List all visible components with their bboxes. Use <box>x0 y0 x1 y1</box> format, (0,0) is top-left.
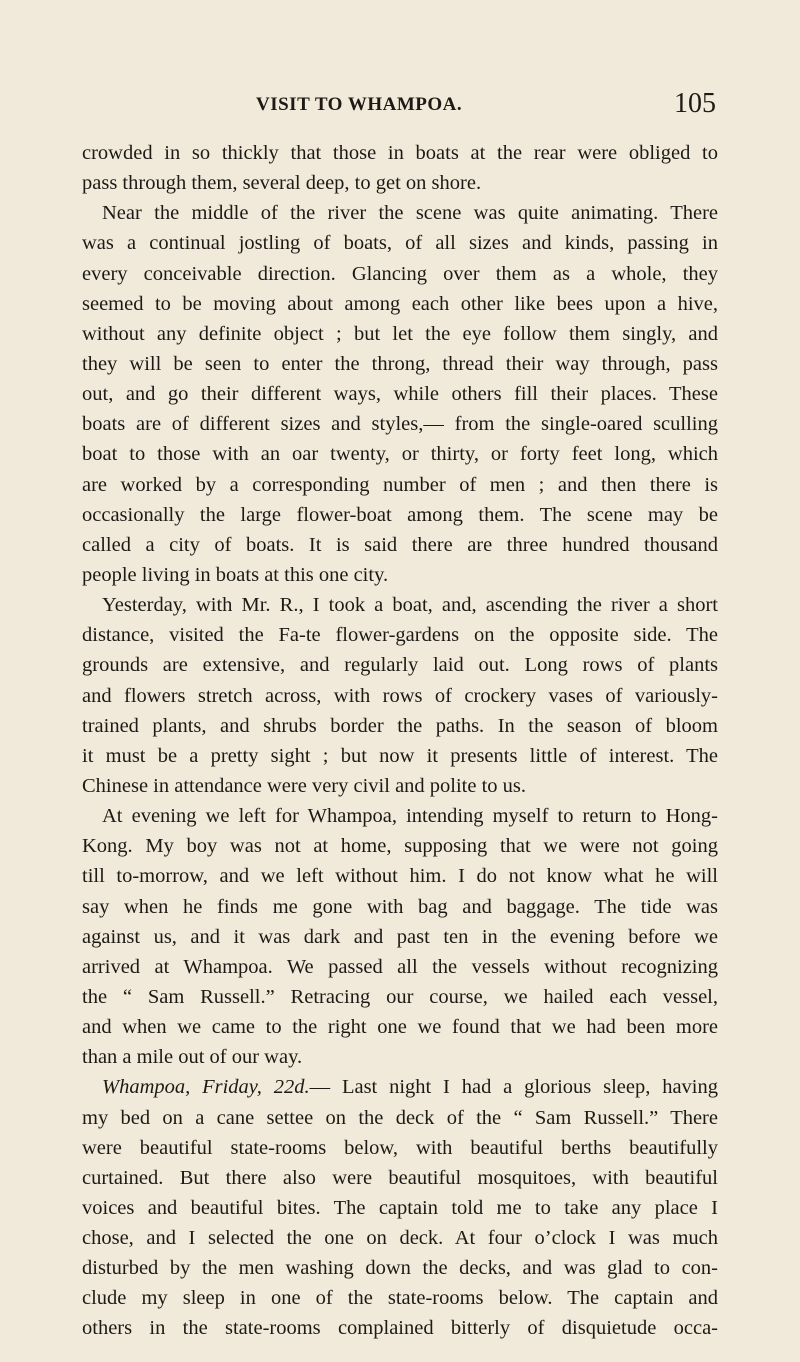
line-text: the “ Sam Russell.” Retracing our course, we hailed each vessel, <box>82 985 718 1008</box>
line-text: arrived at Whampoa. We passed all the vessels without recognizing <box>82 955 718 978</box>
line-text: Yesterday, with Mr. R., I took a boat, and, ascending the river a short <box>102 594 718 617</box>
text-line <box>82 560 718 590</box>
line-text: without any definite object ; but let the eye follow them singly, and <box>82 322 718 345</box>
text-line <box>82 530 718 560</box>
page-header <box>82 88 716 124</box>
text-line <box>82 1313 718 1343</box>
text-line <box>82 168 718 198</box>
line-text: voices and beautiful bites. The captain told me to take any place I <box>82 1196 718 1219</box>
text-line <box>82 831 718 861</box>
text-line <box>82 771 718 801</box>
text-line <box>82 590 718 620</box>
line-text: curtained. But there also were beautiful mosquitoes, with beautiful <box>82 1166 718 1189</box>
text-line <box>82 1283 718 1313</box>
text-line <box>82 650 718 680</box>
line-text: distance, visited the Fa-te flower-gardens on the opposite side. The <box>82 624 718 647</box>
text-line <box>82 409 718 439</box>
text-line <box>82 439 718 469</box>
line-text: are worked by a corresponding number of men ; and then there is <box>82 473 718 496</box>
text-line <box>82 1253 718 1283</box>
line-text: and when we came to the right one we found that we had been more <box>82 1016 718 1039</box>
text-line <box>82 198 718 228</box>
line-text: my bed on a cane settee on the deck of the “ Sam Russell.” There <box>82 1106 718 1129</box>
line-text: Near the middle of the river the scene was quite animating. There <box>102 202 718 225</box>
line-text: boat to those with an oar twenty, or thirty, or forty feet long, which <box>82 443 718 466</box>
line-text: was a continual jostling of boats, of all sizes and kinds, passing in <box>82 232 718 255</box>
text-line <box>82 982 718 1012</box>
line-text: and flowers stretch across, with rows of crockery vases of variously- <box>82 684 718 707</box>
line-text: At evening we left for Whampoa, intending myself to return to Hong- <box>102 805 718 828</box>
body-text <box>82 138 718 1344</box>
text-line <box>82 620 718 650</box>
text-line <box>82 1012 718 1042</box>
line-text: called a city of boats. It is said there are three hundred thousand <box>82 533 718 556</box>
line-text: against us, and it was dark and past ten in the evening before we <box>82 925 718 948</box>
text-line <box>82 801 718 831</box>
running-head: VISIT TO WHAMPOA. <box>256 94 463 115</box>
line-text: out, and go their different ways, while others fill their places. These <box>82 383 718 406</box>
text-line <box>82 1072 718 1102</box>
line-text: than a mile out of our way. <box>82 1046 303 1069</box>
line-text: say when he finds me gone with bag and baggage. The tide was <box>82 895 718 918</box>
line-text: clude my sleep in one of the state-rooms below. The captain and <box>82 1287 718 1310</box>
line-text: were beautiful state-rooms below, with beautiful berths beautifully <box>82 1136 718 1159</box>
line-text: trained plants, and shrubs border the paths. In the season of bloom <box>82 714 718 737</box>
text-line <box>82 952 718 982</box>
text-line <box>82 379 718 409</box>
text-line <box>82 741 718 771</box>
line-text: people living in boats at this one city. <box>82 563 389 586</box>
line-text: chose, and I selected the one on deck. At four o’clock I was much <box>82 1227 718 1250</box>
text-line <box>82 319 718 349</box>
text-line <box>82 349 718 379</box>
line-text: they will be seen to enter the throng, thread their way through, pass <box>82 352 718 375</box>
text-line <box>82 681 718 711</box>
text-line <box>82 1133 718 1163</box>
line-text: till to-morrow, and we left without him. I do not know what he will <box>82 865 718 888</box>
text-line <box>82 138 718 168</box>
line-text: crowded in so thickly that those in boats at the rear were obliged to <box>82 142 718 164</box>
text-line <box>82 259 718 289</box>
text-line <box>82 922 718 952</box>
line-text: — Last night I had a glorious sleep, having <box>309 1076 718 1099</box>
line-text: Kong. My boy was not at home, supposing that we were not going <box>82 835 718 858</box>
text-line <box>82 711 718 741</box>
text-line <box>82 1193 718 1223</box>
text-line <box>82 500 718 530</box>
line-text: seemed to be moving about among each other like bees upon a hive, <box>82 292 718 315</box>
line-text: disturbed by the men washing down the decks, and was glad to con- <box>82 1257 718 1280</box>
text-line <box>82 1042 718 1072</box>
line-text: grounds are extensive, and regularly laid out. Long rows of plants <box>82 654 718 677</box>
text-line <box>82 1163 718 1193</box>
line-text: it must be a pretty sight ; but now it presents little of interest. The <box>82 744 718 767</box>
line-text: pass through them, several deep, to get on shore. <box>82 172 482 195</box>
page-number: 105 <box>674 88 716 119</box>
line-text: occasionally the large flower-boat among them. The scene may be <box>82 503 718 526</box>
text-line <box>82 470 718 500</box>
line-text: boats are of different sizes and styles,— from the single-oared sculling <box>82 413 718 436</box>
text-line <box>82 892 718 922</box>
line-text: others in the state-rooms complained bitterly of disquietude occa- <box>82 1317 718 1340</box>
line-text: every conceivable direction. Glancing over them as a whole, they <box>82 262 718 285</box>
text-line <box>82 289 718 319</box>
text-line <box>82 1103 718 1133</box>
line-text: Chinese in attendance were very civil and polite to us. <box>82 774 527 797</box>
text-line <box>82 861 718 891</box>
text-line <box>82 1223 718 1253</box>
dateline: Whampoa, Friday, 22d. <box>102 1076 310 1099</box>
text-line <box>82 228 718 258</box>
